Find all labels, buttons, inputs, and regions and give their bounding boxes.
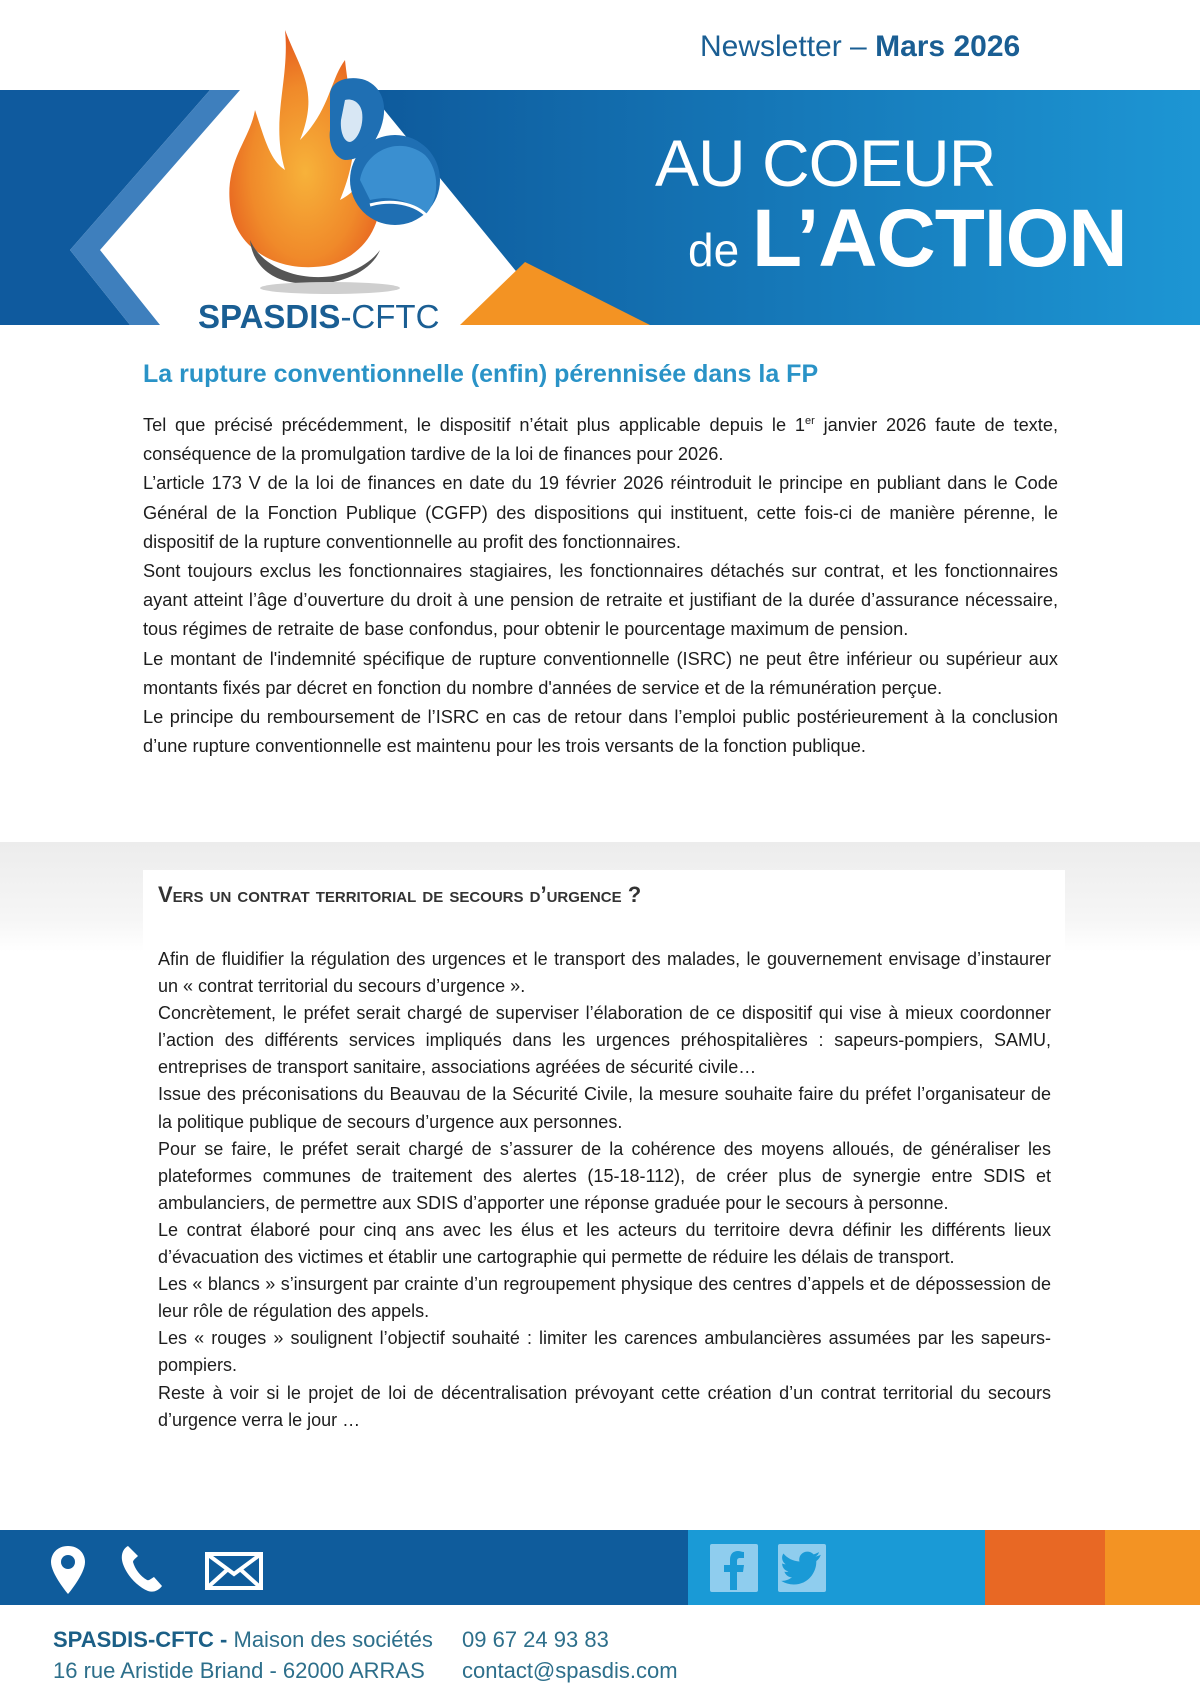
footer-amber-segment (1105, 1530, 1200, 1605)
article-1-paragraph: Le montant de l'indemnité spécifique de rupture conventionnelle (ISRC) ne peut être inférieur ou supérieur aux montants fixés par décret en fonction du nombre d'années de service et de la rémunération perçue. (143, 648, 1058, 698)
article-2-paragraph: Pour se faire, le préfet serait chargé de s’assurer de la cohérence des moyens alloués, de généraliser les plateformes communes de traitement des alertes (15-18-112), de créer plus de synergie entre SDIS et ambulanciers, de permettre aux SDIS d’apporter une réponse graduée pour le secours à personne. (158, 1138, 1051, 1213)
brand-suffix: -CFTC (340, 298, 440, 335)
article-1-body (143, 411, 1058, 761)
article-2-paragraph: Afin de fluidifier la régulation des urgences et le transport des malades, le gouvernement envisage d’instaurer un « contrat territorial du secours d’urgence ». (158, 949, 1051, 997)
newsletter-date: Mars 2026 (875, 30, 1021, 63)
article-2-body (158, 946, 1051, 1434)
footer-contact-details (462, 1624, 678, 1686)
footer-social-segment (688, 1530, 985, 1605)
banner-action: L’ACTION (751, 193, 1127, 284)
article-2-paragraph: Les « rouges » soulignent l’objectif souhaité : limiter les carences ambulancières assumées par les sapeurs-pompiers. (158, 1328, 1051, 1376)
superscript: er (805, 414, 815, 427)
footer-band (0, 1530, 1200, 1605)
phone-icon[interactable] (118, 1544, 166, 1594)
mail-icon[interactable] (205, 1552, 263, 1590)
footer-contact-segment (0, 1530, 688, 1605)
article-1-paragraph: Le principe du remboursement de l’ISRC en cas de retour dans l’emploi public postérieurement à la conclusion d’une rupture conventionnelle est maintenu pour les trois versants de la fonction publique. (143, 707, 1058, 757)
twitter-icon[interactable] (778, 1544, 826, 1592)
article-1-title: La rupture conventionnelle (enfin) pérennisée dans la FP (143, 360, 819, 388)
article-2-title: Vers un contrat territorial de secours d’urgence ? (158, 882, 642, 907)
banner-line-1: AU COEUR (655, 126, 996, 200)
article-2-paragraph: Le contrat élaboré pour cinq ans avec les élus et les acteurs du territoire devra définir les différents lieux d’évacuation des victimes et établir une cartographie qui permette de réduire les délais de transport. (158, 1219, 1051, 1268)
newsletter-label: Newsletter – (700, 30, 876, 63)
footer-phone[interactable]: 09 67 24 93 83 (462, 1627, 609, 1652)
banner-title (655, 126, 1127, 284)
footer-address (53, 1624, 433, 1686)
banner-line-2 (688, 193, 1127, 284)
brand-bold: SPASDIS (198, 298, 341, 335)
brand-logo-text (198, 298, 439, 336)
newsletter-issue (700, 30, 1020, 64)
location-pin-icon[interactable] (48, 1544, 88, 1596)
footer-orange-segment (985, 1530, 1105, 1605)
article-2-paragraph: Reste à voir si le projet de loi de décentralisation prévoyant cette création d’un contrat territorial du secours d’urgence verra le jour … (158, 1382, 1051, 1430)
address-line-1 (53, 1624, 433, 1655)
footer-email[interactable]: contact@spasdis.com (462, 1658, 678, 1683)
article-rupture-conventionnelle (143, 360, 1058, 761)
footer-separator: - (213, 1627, 234, 1652)
article-2-paragraph: Les « blancs » s’insurgent par crainte d’un regroupement physique des centres d’appels et de dépossession de leur rôle de régulation des appels. (158, 1274, 1051, 1322)
address-building: Maison des sociétés (233, 1627, 433, 1652)
banner-de: de (688, 224, 752, 276)
newsletter-header (0, 0, 1200, 335)
article-2-paragraph: Concrètement, le préfet serait chargé de superviser l’élaboration de ce dispositif qui vise à mieux coordonner l’action des différents services impliqués dans les urgences préhospitalières : sapeurs-pompiers, SAMU, entreprises de transport sanitaire, associations agréées de sécurité civile… (158, 1003, 1051, 1078)
address-line-2: 16 rue Aristide Briand - 62000 ARRAS (53, 1658, 425, 1683)
paragraph-text: Tel que précisé précédemment, le dispositif n’était plus applicable depuis le 1 (143, 415, 805, 435)
article-contrat-territorial (158, 882, 1051, 1434)
article-1-paragraph (143, 411, 1058, 469)
article-1-paragraph: Sont toujours exclus les fonctionnaires stagiaires, les fonctionnaires détachés sur contrat, et les fonctionnaires ayant atteint l’âge d’ouverture du droit à une pension de retraite et justifiant de la durée d’assurance nécessaire, tous régimes de retraite de base confondus, pour obtenir le pourcentage maximum de pension. (143, 561, 1058, 640)
footer-org-name: SPASDIS-CFTC (53, 1627, 214, 1652)
facebook-icon[interactable] (710, 1544, 758, 1592)
article-1-paragraph: L’article 173 V de la loi de finances en date du 19 février 2026 réintroduit le principe en publiant dans le Code Général de la Fonction Publique (CGFP) des dispositions qui instituent, cette fois-ci de manière pérenne, le dispositif de la rupture conventionnelle au profit des fonctionnaires. (143, 473, 1058, 552)
paragraph-text: janvier 2026 faute de texte, conséquence de la promulgation tardive de la loi de finances pour 2026. (143, 415, 1058, 465)
article-2-paragraph: Issue des préconisations du Beauvau de la Sécurité Civile, la mesure souhaite faire du préfet l’organisateur de la politique publique de secours d’urgence aux personnes. (158, 1084, 1051, 1132)
